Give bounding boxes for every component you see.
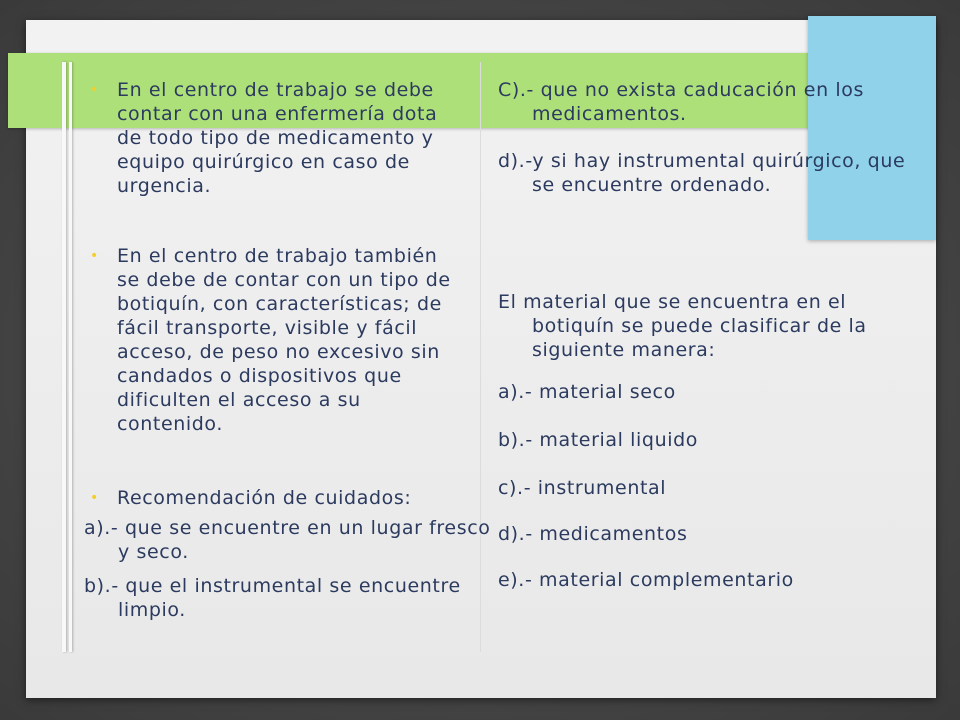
classification-item-c: c).- instrumental [498, 477, 667, 499]
classification-item-d: d).- medicamentos [498, 523, 688, 545]
recommendation-d: d).-y si hay instrumental quirúrgico, que se encuentre ordenado. [498, 150, 906, 196]
recommendation-b: b).- que el instrumental se encuentre limpio. [84, 575, 461, 621]
left-paragraph-2: En el centro de trabajo también se debe de contar con un tipo de botiquín, con características; de fácil transporte, visible y fácil acceso, de peso no excesivo sin candados o dispositivos que dificulten el acceso a su contenido. [117, 245, 451, 435]
classification-item-b: b).- material liquido [498, 429, 698, 451]
blue-accent-block [808, 16, 936, 240]
bullet-icon: • [90, 490, 99, 506]
classification-intro: El material que se encuentra en el botiquín se puede clasificar de la siguiente manera: [498, 291, 867, 361]
classification-item-a: a).- material seco [498, 381, 676, 403]
bullet-icon: • [90, 248, 99, 264]
classification-item-e: e).- material complementario [498, 569, 794, 591]
recommendation-c: C).- que no exista caducación en los medicamentos. [498, 79, 864, 125]
recommendation-a: a).- que se encuentre en un lugar fresco y seco. [84, 517, 491, 563]
vertical-accent-bar [62, 62, 66, 652]
left-paragraph-1: En el centro de trabajo se debe contar con una enfermería dota de todo tipo de medicamento y equipo quirúrgico en caso de urgencia. [117, 79, 438, 197]
bullet-icon: • [90, 82, 99, 98]
vertical-accent-bar [69, 62, 72, 652]
recommendations-heading: Recomendación de cuidados: [117, 487, 412, 509]
